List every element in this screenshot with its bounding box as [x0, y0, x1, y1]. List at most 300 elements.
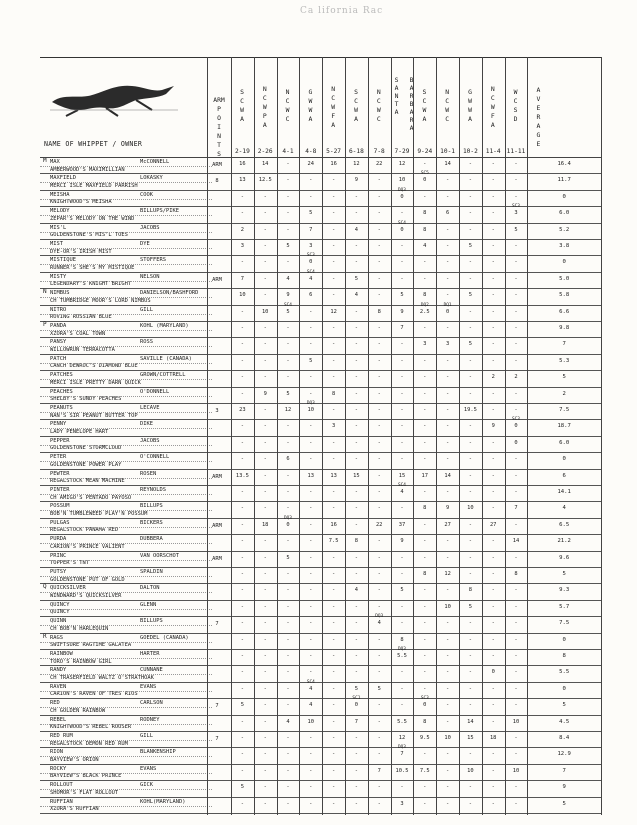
score-note: DQ1	[443, 302, 452, 308]
score-cell: -	[240, 538, 245, 545]
registered-name: CH GOLDEN RAINBOW	[50, 707, 106, 714]
name-divider	[40, 199, 212, 200]
score-cell: 13	[330, 472, 337, 479]
whippet-name: RUFFIAN	[50, 798, 73, 805]
score-cell: -	[445, 374, 450, 381]
score-cell: 0	[286, 521, 290, 528]
score-cell: -	[286, 325, 290, 331]
score-cell: -	[377, 751, 381, 758]
registered-name: GOLDENSTONE STORMCLOUD	[50, 445, 122, 452]
registered-name: BOB'N TUMBLEWEED PLAY'N POSSUM	[50, 510, 148, 517]
score-cell: -	[263, 554, 267, 561]
column-divider	[368, 57, 369, 815]
whippet-name: PETER	[50, 454, 67, 461]
whippet-name: PENNY	[50, 421, 67, 428]
score-cell: -	[263, 669, 267, 676]
score-cell: 2	[240, 226, 245, 233]
score-cell: 4	[377, 620, 381, 627]
score-cell: -	[514, 587, 518, 594]
score-cell: -	[331, 177, 336, 184]
score-cell: -	[445, 800, 450, 807]
name-divider	[40, 806, 212, 807]
whippet-name: NITRO	[50, 306, 67, 313]
score-cell: -	[286, 505, 290, 512]
column-divider	[527, 57, 528, 815]
score-cell: -	[263, 653, 267, 659]
score-cell: -	[354, 456, 359, 463]
score-cell: -	[240, 341, 245, 348]
score-cell: -	[468, 620, 473, 627]
score-cell: -	[331, 407, 336, 413]
score-cell: -	[354, 259, 359, 266]
score-note: SC3	[512, 417, 520, 423]
score-cell: -	[491, 636, 495, 643]
score-cell: -	[331, 554, 336, 561]
score-cell: -	[240, 489, 245, 495]
average-score: 7.5	[559, 620, 570, 627]
whippet-row	[40, 696, 601, 715]
score-cell: -	[377, 243, 381, 249]
score-cell: -	[286, 538, 290, 545]
name-divider	[40, 592, 212, 593]
registered-name: KNIGHTWOOD'S MEISHA	[50, 199, 112, 206]
registered-name: MERCI ISLE MAXFIELD PARRISH	[50, 182, 138, 189]
score-cell: -	[286, 439, 290, 446]
score-cell: -	[286, 193, 290, 200]
score-cell: 12	[398, 161, 406, 167]
score-cell: -	[240, 374, 245, 381]
score-cell: -	[354, 521, 359, 528]
score-cell: 12	[398, 735, 406, 741]
score-cell: -	[445, 702, 450, 709]
whippet-name: QUINCY	[50, 601, 70, 608]
name-divider	[40, 215, 212, 216]
average-score: 5	[562, 374, 566, 381]
score-cell: -	[400, 243, 404, 249]
score-cell: -	[263, 767, 267, 774]
score-cell: -	[491, 489, 495, 495]
score-note: SC5	[420, 171, 429, 177]
score-cell: -	[423, 653, 427, 659]
registered-name: CH TRASERFIELD WALTZ O'STRATHOAK	[50, 674, 154, 681]
score-cell: -	[286, 702, 290, 709]
owner-name: GROWN/COTTRELL	[140, 372, 186, 379]
score-cell: 7	[400, 325, 404, 331]
score-cell: -	[514, 243, 518, 249]
score-cell: -	[377, 259, 381, 266]
score-cell: -	[445, 275, 450, 282]
whippet-row	[40, 269, 601, 289]
score-cell: -	[286, 177, 290, 184]
score-cell: -	[468, 325, 473, 331]
score-cell: 10	[467, 505, 474, 512]
whippet-name: MIS'L	[50, 224, 67, 231]
average-score: 7	[562, 767, 566, 774]
event-header-13: W C S D	[513, 88, 518, 123]
score-cell: 12	[284, 407, 292, 413]
score-cell: 18	[261, 521, 269, 528]
owner-name: GILL	[140, 306, 153, 313]
score-cell: -	[514, 800, 518, 807]
score-cell: 12	[444, 571, 451, 577]
score-cell: -	[309, 423, 313, 430]
column-divider	[207, 57, 208, 815]
score-cell: -	[240, 357, 245, 364]
name-divider	[40, 773, 212, 774]
registered-name: SHOMOR'S FLAT ROLLOUT	[50, 789, 119, 796]
score-cell: -	[240, 439, 245, 446]
score-cell: 10	[307, 407, 315, 413]
whippet-row	[40, 732, 601, 751]
whippet-name: ROCKY	[50, 765, 67, 772]
registered-name: SWIFTSURE RAGTIME GALATEA	[50, 642, 132, 649]
registered-name: LADY PENELOPE HART	[50, 428, 109, 435]
average-score: 5.5	[559, 669, 570, 676]
score-cell: -	[377, 718, 381, 725]
score-cell: -	[263, 456, 267, 463]
whippet-row	[40, 322, 601, 338]
whippet-name: PEACHES	[50, 388, 73, 395]
name-divider	[40, 428, 212, 429]
whippet-row	[40, 568, 601, 584]
score-cell: -	[309, 521, 313, 528]
score-cell: -	[468, 472, 473, 479]
score-cell: -	[263, 325, 267, 331]
score-cell: 10	[444, 603, 451, 610]
name-divider	[40, 494, 212, 495]
score-cell: -	[423, 800, 427, 807]
score-cell: -	[309, 489, 313, 495]
name-divider	[40, 248, 212, 249]
score-cell: 9	[400, 538, 404, 545]
score-cell: -	[263, 751, 267, 758]
score-cell: -	[445, 423, 450, 430]
score-cell: -	[514, 784, 518, 791]
whippet-row	[40, 171, 601, 190]
score-cell: 4	[309, 702, 313, 709]
score-cell: 4	[400, 489, 404, 495]
score-cell: -	[445, 407, 450, 413]
event-header-8: S A N T A	[394, 76, 399, 116]
score-cell: -	[240, 767, 245, 774]
score-cell: -	[400, 341, 404, 348]
score-cell: -	[309, 571, 313, 577]
score-cell: -	[423, 620, 427, 627]
score-cell: -	[331, 718, 336, 725]
score-cell: -	[514, 292, 518, 299]
score-cell: -	[445, 685, 450, 692]
average-score: 5	[562, 571, 566, 577]
owner-name: GICK	[140, 782, 153, 789]
score-cell: -	[331, 669, 336, 676]
score-cell: -	[354, 407, 359, 413]
alpha-marker: N	[43, 288, 47, 296]
score-cell: -	[286, 357, 290, 364]
average-score: 9.6	[559, 554, 570, 561]
name-divider	[40, 756, 212, 757]
score-cell: -	[354, 505, 359, 512]
score-cell: -	[491, 259, 495, 266]
arm-points-header: ARM P O I N T S	[213, 96, 225, 158]
average-score: 5.7	[559, 603, 570, 610]
event-header-4: G W W A	[308, 88, 313, 123]
score-cell: -	[331, 456, 336, 463]
owner-name: VAN OORSCHOT	[140, 552, 179, 559]
score-cell: -	[309, 669, 313, 676]
score-cell: -	[331, 210, 336, 217]
whippet-row	[40, 355, 601, 371]
arm-points: ARM	[212, 522, 222, 529]
score-cell: -	[263, 226, 267, 233]
score-cell: 10	[261, 308, 269, 315]
score-cell: -	[309, 341, 313, 348]
event-header-10: N C W C	[445, 88, 450, 123]
score-note: DQ3	[398, 647, 406, 652]
score-cell: -	[240, 456, 245, 463]
arm-points: 3	[215, 408, 219, 414]
whippet-name: RAINBOW	[50, 651, 73, 657]
score-cell: 4	[286, 718, 290, 725]
score-cell: -	[263, 685, 267, 692]
score-cell: -	[240, 259, 245, 266]
score-cell: -	[286, 587, 290, 594]
average-score: 9.8	[559, 325, 570, 331]
score-cell: -	[331, 325, 336, 331]
score-cell: 10	[467, 767, 474, 774]
score-cell: -	[240, 587, 245, 594]
column-divider	[254, 57, 255, 815]
score-cell: -	[354, 341, 359, 348]
score-cell: 3	[423, 341, 427, 348]
score-cell: 7	[400, 751, 404, 758]
score-cell: -	[514, 456, 518, 463]
score-note: DQ3	[284, 515, 292, 521]
score-cell: -	[263, 636, 267, 643]
score-cell: -	[445, 325, 450, 331]
score-cell: -	[445, 243, 450, 249]
score-cell: 0	[400, 193, 404, 200]
score-cell: 3	[240, 243, 245, 249]
whippet-row	[40, 371, 601, 387]
score-cell: -	[377, 554, 381, 561]
score-cell: -	[491, 587, 495, 594]
arm-points: ARM	[212, 473, 222, 480]
score-cell: -	[263, 538, 267, 545]
score-cell: -	[309, 653, 313, 659]
score-note: SC3	[512, 204, 520, 210]
average-score: 6.6	[559, 308, 570, 315]
score-cell: -	[354, 767, 359, 774]
event-header-12: N C W F A	[490, 85, 495, 129]
arm-points: 7	[215, 621, 219, 628]
score-cell: 5	[468, 292, 473, 299]
score-cell: -	[468, 538, 473, 545]
score-cell: -	[445, 587, 450, 594]
score-cell: -	[263, 193, 267, 200]
score-cell: -	[377, 636, 381, 643]
score-cell: -	[286, 374, 290, 381]
average-score: 9	[562, 784, 566, 791]
score-cell: -	[514, 177, 518, 184]
whippet-name: QUICKSILVER	[50, 585, 86, 592]
score-cell: -	[400, 571, 404, 577]
whippet-row	[40, 157, 601, 177]
name-divider	[40, 740, 212, 741]
name-divider	[40, 658, 212, 659]
score-cell: 14	[512, 538, 520, 545]
score-cell: 5	[400, 587, 404, 594]
score-cell: 7	[377, 767, 381, 774]
registered-name: DYE-OR'S IRISH MIST	[50, 248, 112, 255]
score-cell: -	[354, 751, 359, 758]
score-cell: -	[240, 423, 245, 430]
score-cell: -	[491, 275, 495, 282]
score-cell: -	[423, 587, 427, 594]
owner-name: LECAVE	[140, 405, 160, 411]
score-cell: 8	[331, 390, 336, 397]
score-cell: 5	[240, 702, 245, 709]
score-cell: -	[263, 341, 267, 348]
score-cell: -	[400, 423, 404, 430]
score-cell: -	[263, 571, 267, 577]
score-cell: -	[445, 226, 450, 233]
name-divider	[40, 363, 212, 364]
score-note: SC3	[306, 253, 315, 259]
average-score: 7.5	[559, 407, 570, 413]
score-cell: -	[263, 603, 267, 610]
score-cell: 5.5	[397, 653, 407, 659]
score-cell: 2	[514, 374, 518, 381]
score-cell: -	[423, 423, 427, 430]
score-cell: -	[514, 620, 518, 627]
score-cell: 19.5	[463, 407, 477, 413]
score-cell: -	[240, 325, 245, 331]
whippet-row	[40, 798, 601, 814]
score-cell: 5	[468, 603, 473, 610]
whippet-name: MEISHA	[50, 191, 70, 198]
score-cell: -	[445, 538, 450, 545]
name-divider	[40, 281, 212, 282]
registered-name: CARION'S PRINCE VALIENT	[50, 543, 125, 550]
score-cell: -	[400, 357, 404, 364]
whippet-row	[40, 204, 601, 223]
score-cell: -	[331, 357, 336, 364]
owner-name: DUBBERA	[140, 536, 163, 543]
whippet-name: RAVEN	[50, 683, 67, 690]
score-cell: -	[514, 472, 518, 479]
score-cell: -	[491, 685, 495, 692]
score-cell: -	[263, 784, 267, 791]
score-cell: -	[331, 603, 336, 610]
registered-name: SHELBY'S SUNDY PEACHES	[50, 396, 122, 403]
score-cell: -	[445, 357, 450, 364]
score-cell: 5	[514, 226, 518, 233]
score-cell: -	[468, 308, 473, 315]
owner-name: GOEDEL (CANADA)	[140, 634, 189, 641]
score-cell: 22	[375, 161, 383, 167]
average-score: 4.5	[559, 718, 570, 725]
score-cell: -	[354, 735, 359, 741]
event-date-12: 11-4	[485, 148, 501, 155]
whippet-row	[40, 679, 601, 702]
event-header-7: N C W C	[376, 88, 381, 123]
average-score: 6.5	[559, 521, 570, 528]
score-cell: -	[468, 521, 473, 528]
score-cell: -	[377, 439, 381, 446]
score-cell: -	[331, 751, 336, 758]
score-cell: -	[377, 571, 381, 577]
score-cell: -	[400, 390, 404, 397]
score-cell: -	[286, 259, 290, 266]
score-cell: -	[331, 571, 336, 577]
event-date-10: 10-1	[440, 148, 456, 155]
score-cell: -	[445, 292, 450, 299]
score-cell: -	[377, 292, 381, 299]
whippet-name: PUTSY	[50, 569, 67, 575]
score-cell: -	[309, 505, 313, 512]
score-cell: -	[445, 767, 450, 774]
score-cell: -	[445, 259, 450, 266]
average-score: 18.7	[557, 423, 571, 430]
score-cell: -	[423, 390, 427, 397]
registered-name: CH AMIGO'S PENTADO PAYOSO	[50, 494, 132, 501]
score-cell: -	[286, 226, 290, 233]
score-cell: -	[377, 357, 381, 364]
alpha-marker: Q	[43, 583, 47, 591]
score-cell: -	[354, 554, 359, 561]
score-cell: 9	[263, 390, 267, 397]
registered-name: AMBERWOOD'S MAXIMILLIAN	[50, 166, 125, 173]
score-cell: -	[400, 259, 404, 266]
name-divider	[40, 330, 212, 331]
score-cell: -	[377, 325, 381, 331]
score-cell: -	[263, 505, 267, 512]
score-cell: 9	[400, 308, 404, 315]
event-header-3: N C W C	[285, 88, 290, 123]
score-cell: -	[514, 685, 518, 692]
score-cell: 9	[286, 292, 290, 299]
event-header-1: S C W A	[240, 88, 244, 123]
registered-name: GOLDENSTONE PUT OF GOLD	[50, 576, 125, 583]
whippet-row	[40, 614, 601, 633]
score-cell: 8	[423, 571, 427, 577]
score-cell: -	[263, 423, 267, 430]
score-cell: -	[468, 702, 473, 709]
score-cell: -	[331, 620, 336, 627]
score-cell: -	[514, 702, 518, 709]
score-cell: 10	[239, 292, 246, 299]
whippet-row	[40, 584, 601, 600]
score-cell: -	[263, 259, 267, 266]
score-cell: -	[423, 669, 427, 676]
score-cell: -	[331, 226, 336, 233]
score-cell: 4	[423, 243, 427, 249]
score-cell: 5	[286, 554, 290, 561]
score-cell: -	[491, 505, 495, 512]
whippet-row	[40, 765, 601, 781]
score-cell: 13.5	[235, 472, 249, 479]
score-cell: 4	[354, 587, 359, 594]
score-cell: -	[491, 308, 495, 315]
whippet-name: NIMBUS	[50, 290, 70, 297]
score-cell: -	[240, 636, 245, 643]
whippet-name: PEPPER	[50, 437, 70, 444]
whippet-row	[40, 302, 601, 322]
arm-points: 7	[215, 736, 219, 742]
event-date-9: 9-24	[417, 148, 433, 155]
score-cell: -	[354, 308, 359, 315]
name-divider	[40, 461, 212, 462]
